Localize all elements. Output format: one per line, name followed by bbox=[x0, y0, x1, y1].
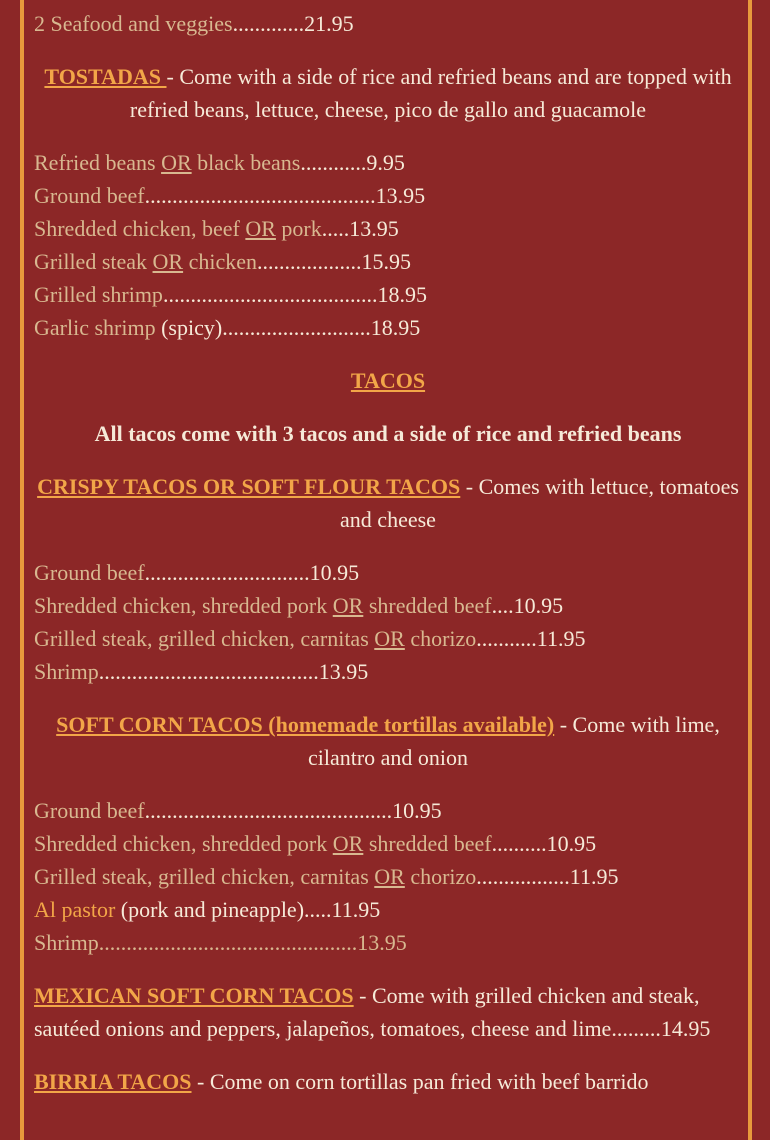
item-name-rest: pork bbox=[275, 216, 322, 241]
or-label: OR bbox=[374, 864, 405, 889]
item-name-rest: shredded beef bbox=[363, 831, 492, 856]
item-price: .................11.95 bbox=[476, 864, 619, 889]
item-price: .....13.95 bbox=[321, 216, 399, 241]
birria-title: BIRRIA TACOS bbox=[34, 1069, 192, 1094]
or-label: OR bbox=[152, 249, 184, 274]
item-name-rest: shredded beef bbox=[363, 593, 492, 618]
item-price: .......................................18.95 bbox=[162, 282, 427, 307]
crispy-description: - Comes with lettuce, tomatoes and cheese bbox=[340, 474, 739, 532]
item-name: Ground beef bbox=[34, 798, 145, 823]
menu-item bbox=[34, 212, 742, 245]
item-name: 2 Seafood and veggies bbox=[34, 11, 233, 36]
menu-item bbox=[34, 179, 742, 212]
or-label: OR bbox=[332, 831, 364, 856]
menu-item bbox=[34, 926, 742, 959]
item-price: ..........................................13.95 bbox=[144, 183, 426, 208]
menu-item bbox=[34, 556, 742, 589]
item-note: (spicy) bbox=[161, 315, 223, 340]
menu-content bbox=[34, 0, 742, 1098]
item-price: ..........10.95 bbox=[491, 831, 597, 856]
menu-item bbox=[34, 794, 742, 827]
crispy-items bbox=[34, 556, 742, 688]
menu-item bbox=[34, 893, 742, 926]
softcorn-items bbox=[34, 794, 742, 959]
tostadas-header bbox=[34, 60, 742, 126]
item-price: ...................15.95 bbox=[257, 249, 411, 274]
tostadas-title: TOSTADAS bbox=[44, 64, 167, 89]
tostadas-items bbox=[34, 146, 742, 344]
menu-item bbox=[34, 311, 742, 344]
item-price: ............9.95 bbox=[300, 150, 405, 175]
item-name-rest: chorizo bbox=[404, 864, 477, 889]
seafood-item bbox=[34, 7, 742, 40]
item-name: Grilled shrimp bbox=[34, 282, 163, 307]
menu-item bbox=[34, 589, 742, 622]
item-name-rest: chicken bbox=[183, 249, 257, 274]
item-name: Grilled steak, grilled chicken, carnitas bbox=[34, 864, 375, 889]
item-name: Ground beef bbox=[34, 183, 145, 208]
menu-item bbox=[34, 278, 742, 311]
item-price: .............................................10.95 bbox=[144, 798, 442, 823]
birria-description: - Come on corn tortillas pan fried with beef barrido bbox=[191, 1069, 649, 1094]
item-name: Al pastor bbox=[34, 897, 121, 922]
softcorn-header bbox=[34, 708, 742, 774]
tostadas-description: - Come with a side of rice and refried beans and are topped with refried beans, lettuce, cheese, pico de gallo and guacamole bbox=[129, 64, 732, 122]
item-price: ...........................18.95 bbox=[222, 315, 421, 340]
item-name: Refried beans bbox=[34, 150, 162, 175]
item-price: .............21.95 bbox=[232, 11, 354, 36]
or-label: OR bbox=[161, 150, 192, 175]
menu-item bbox=[34, 622, 742, 655]
item-name: Shrimp bbox=[34, 659, 99, 684]
item-price: ..............................10.95 bbox=[144, 560, 360, 585]
item-price: ........................................13.95 bbox=[98, 659, 369, 684]
menu-item bbox=[34, 655, 742, 688]
softcorn-title: SOFT CORN TACOS (homemade tortillas available) bbox=[56, 712, 555, 737]
item-name: Shredded chicken, beef bbox=[34, 216, 246, 241]
item-name-rest: chorizo bbox=[404, 626, 477, 651]
menu-panel bbox=[20, 0, 752, 1140]
item-name: Grilled steak bbox=[34, 249, 153, 274]
birria-header bbox=[34, 1065, 742, 1098]
or-label: OR bbox=[374, 626, 405, 651]
crispy-header bbox=[34, 470, 742, 536]
item-name: Ground beef bbox=[34, 560, 145, 585]
menu-item bbox=[34, 860, 742, 893]
item-price: ...........11.95 bbox=[476, 626, 586, 651]
item-name: Shredded chicken, shredded pork bbox=[34, 831, 333, 856]
item-note: (pork and pineapple) bbox=[120, 897, 305, 922]
mexican-header bbox=[34, 979, 742, 1045]
item-name: Shredded chicken, shredded pork bbox=[34, 593, 333, 618]
or-label: OR bbox=[332, 593, 364, 618]
mexican-title: MEXICAN SOFT CORN TACOS bbox=[34, 983, 354, 1008]
item-name: Grilled steak, grilled chicken, carnitas bbox=[34, 626, 375, 651]
mexican-description: - Come with grilled chicken and steak, sautéed onions and peppers, jalapeños, tomatoes, cheese and lime.........14.95 bbox=[34, 983, 711, 1041]
item-price: ...............................................13.95 bbox=[98, 930, 407, 955]
item-price: .....11.95 bbox=[304, 897, 381, 922]
item-name: Garlic shrimp bbox=[34, 315, 162, 340]
item-name-rest: black beans bbox=[191, 150, 301, 175]
tacos-title: TACOS bbox=[350, 368, 426, 393]
softcorn-description: - Come with lime, cilantro and onion bbox=[307, 712, 720, 770]
item-name: Shrimp bbox=[34, 930, 99, 955]
tacos-subtitle: All tacos come with 3 tacos and a side of rice and refried beans bbox=[94, 421, 682, 446]
or-label: OR bbox=[245, 216, 276, 241]
menu-item bbox=[34, 146, 742, 179]
menu-item bbox=[34, 245, 742, 278]
tacos-title-row bbox=[34, 364, 742, 397]
menu-item bbox=[34, 827, 742, 860]
item-price: ....10.95 bbox=[491, 593, 564, 618]
crispy-title: CRISPY TACOS OR SOFT FLOUR TACOS bbox=[37, 474, 461, 499]
